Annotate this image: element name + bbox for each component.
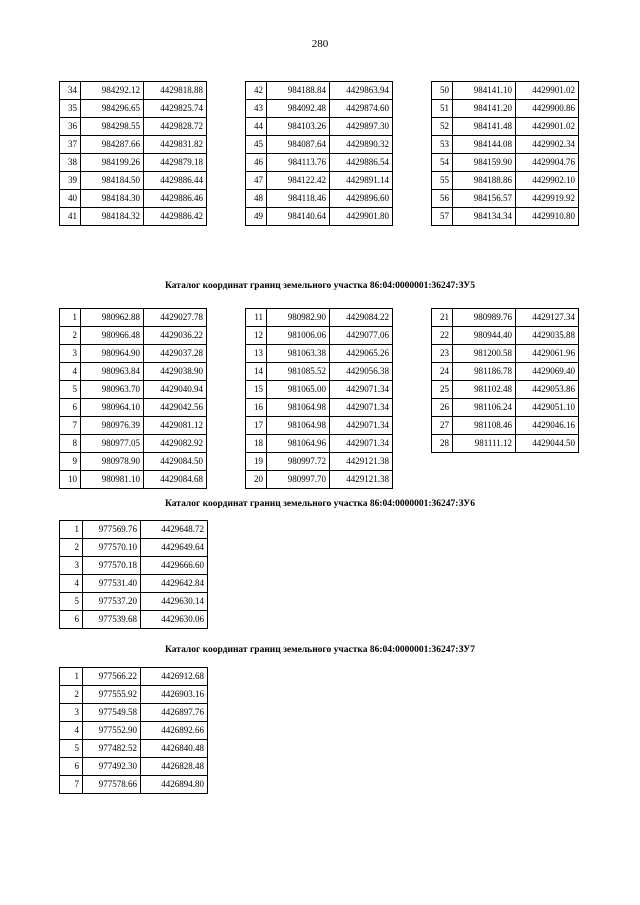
point-number-cell: 35 — [60, 100, 81, 118]
table-row — [432, 82, 579, 100]
y-coordinate-cell: 4429901.02 — [516, 82, 579, 100]
x-coordinate-cell: 977549.58 — [83, 704, 141, 722]
x-coordinate-cell: 981064.98 — [267, 417, 330, 435]
point-number-cell: 53 — [432, 136, 453, 154]
coord-table — [245, 308, 393, 489]
point-number-cell: 34 — [60, 82, 81, 100]
coord-table — [59, 81, 207, 226]
table-row — [246, 118, 393, 136]
table-row — [432, 208, 579, 226]
point-number-cell: 15 — [246, 381, 267, 399]
point-number-cell: 37 — [60, 136, 81, 154]
coord-table — [59, 667, 208, 794]
x-coordinate-cell: 984122.42 — [267, 172, 330, 190]
y-coordinate-cell: 4426828.48 — [141, 758, 208, 776]
y-coordinate-cell: 4429886.42 — [144, 208, 207, 226]
point-number-cell: 8 — [60, 435, 81, 453]
point-number-cell: 50 — [432, 82, 453, 100]
x-coordinate-cell: 980976.39 — [81, 417, 144, 435]
coord-table — [431, 81, 579, 226]
table-row — [432, 327, 579, 345]
x-coordinate-cell: 980997.72 — [267, 453, 330, 471]
x-coordinate-cell: 984287.66 — [81, 136, 144, 154]
y-coordinate-cell: 4429901.02 — [516, 118, 579, 136]
y-coordinate-cell: 4429044.50 — [516, 435, 579, 453]
table-row — [246, 154, 393, 172]
y-coordinate-cell: 4429886.44 — [144, 172, 207, 190]
point-number-cell: 27 — [432, 417, 453, 435]
y-coordinate-cell: 4429036.22 — [144, 327, 207, 345]
y-coordinate-cell: 4429081.12 — [144, 417, 207, 435]
point-number-cell: 25 — [432, 381, 453, 399]
x-coordinate-cell: 977482.52 — [83, 740, 141, 758]
x-coordinate-cell: 984092.48 — [267, 100, 330, 118]
table-row — [432, 381, 579, 399]
y-coordinate-cell: 4429077.06 — [330, 327, 393, 345]
point-number-cell: 22 — [432, 327, 453, 345]
table-row — [432, 100, 579, 118]
table-row — [60, 309, 207, 327]
table-row — [60, 593, 208, 611]
point-number-cell: 19 — [246, 453, 267, 471]
table-row — [246, 309, 393, 327]
y-coordinate-cell: 4426892.66 — [141, 722, 208, 740]
point-number-cell: 9 — [60, 453, 81, 471]
x-coordinate-cell: 981006.06 — [267, 327, 330, 345]
point-number-cell: 24 — [432, 363, 453, 381]
x-coordinate-cell: 981065.00 — [267, 381, 330, 399]
y-coordinate-cell: 4426903.16 — [141, 686, 208, 704]
point-number-cell: 38 — [60, 154, 81, 172]
table-row — [60, 363, 207, 381]
y-coordinate-cell: 4429035.88 — [516, 327, 579, 345]
x-coordinate-cell: 984188.86 — [453, 172, 516, 190]
x-coordinate-cell: 980989.76 — [453, 309, 516, 327]
table-row — [432, 435, 579, 453]
table-row — [246, 363, 393, 381]
y-coordinate-cell: 4429027.78 — [144, 309, 207, 327]
x-coordinate-cell: 977566.22 — [83, 668, 141, 686]
y-coordinate-cell: 4429630.14 — [141, 593, 208, 611]
table-row — [60, 172, 207, 190]
y-coordinate-cell: 4429071.34 — [330, 399, 393, 417]
table-row — [246, 208, 393, 226]
point-number-cell: 46 — [246, 154, 267, 172]
y-coordinate-cell: 4429900.86 — [516, 100, 579, 118]
point-number-cell: 4 — [60, 575, 83, 593]
x-coordinate-cell: 981111.12 — [453, 435, 516, 453]
table-row — [246, 345, 393, 363]
x-coordinate-cell: 980962.88 — [81, 309, 144, 327]
table-row — [60, 327, 207, 345]
y-coordinate-cell: 4429071.34 — [330, 417, 393, 435]
y-coordinate-cell: 4429071.34 — [330, 381, 393, 399]
coord-table — [431, 308, 579, 453]
x-coordinate-cell: 980963.84 — [81, 363, 144, 381]
table-row — [432, 172, 579, 190]
table-row — [60, 435, 207, 453]
y-coordinate-cell: 4426894.80 — [141, 776, 208, 794]
x-coordinate-cell: 977531.40 — [83, 575, 141, 593]
point-number-cell: 7 — [60, 417, 81, 435]
y-coordinate-cell: 4426840.48 — [141, 740, 208, 758]
x-coordinate-cell: 977552.90 — [83, 722, 141, 740]
x-coordinate-cell: 981102.48 — [453, 381, 516, 399]
table-row — [432, 118, 579, 136]
y-coordinate-cell: 4429037.28 — [144, 345, 207, 363]
y-coordinate-cell: 4429084.50 — [144, 453, 207, 471]
y-coordinate-cell: 4426897.76 — [141, 704, 208, 722]
point-number-cell: 2 — [60, 686, 83, 704]
x-coordinate-cell: 977539.68 — [83, 611, 141, 629]
point-number-cell: 6 — [60, 611, 83, 629]
table-row — [60, 417, 207, 435]
table-row — [246, 435, 393, 453]
y-coordinate-cell: 4429071.34 — [330, 435, 393, 453]
table-row — [246, 417, 393, 435]
x-coordinate-cell: 984141.48 — [453, 118, 516, 136]
y-coordinate-cell: 4429863.94 — [330, 82, 393, 100]
point-number-cell: 44 — [246, 118, 267, 136]
x-coordinate-cell: 981106.24 — [453, 399, 516, 417]
table-row — [246, 327, 393, 345]
table-row — [432, 154, 579, 172]
x-coordinate-cell: 981200.58 — [453, 345, 516, 363]
table-row — [60, 381, 207, 399]
point-number-cell: 49 — [246, 208, 267, 226]
y-coordinate-cell: 4429084.68 — [144, 471, 207, 489]
x-coordinate-cell: 984199.26 — [81, 154, 144, 172]
table-row — [246, 172, 393, 190]
x-coordinate-cell: 984159.90 — [453, 154, 516, 172]
x-coordinate-cell: 984156.57 — [453, 190, 516, 208]
table-row — [246, 82, 393, 100]
x-coordinate-cell: 980966.48 — [81, 327, 144, 345]
point-number-cell: 14 — [246, 363, 267, 381]
x-coordinate-cell: 980964.90 — [81, 345, 144, 363]
point-number-cell: 5 — [60, 381, 81, 399]
y-coordinate-cell: 4429069.40 — [516, 363, 579, 381]
point-number-cell: 21 — [432, 309, 453, 327]
y-coordinate-cell: 4429897.30 — [330, 118, 393, 136]
y-coordinate-cell: 4429121.38 — [330, 453, 393, 471]
point-number-cell: 54 — [432, 154, 453, 172]
y-coordinate-cell: 4429630.06 — [141, 611, 208, 629]
x-coordinate-cell: 980982.90 — [267, 309, 330, 327]
point-number-cell: 43 — [246, 100, 267, 118]
x-coordinate-cell: 981108.46 — [453, 417, 516, 435]
x-coordinate-cell: 984144.08 — [453, 136, 516, 154]
y-coordinate-cell: 4429890.32 — [330, 136, 393, 154]
x-coordinate-cell: 984292.12 — [81, 82, 144, 100]
point-number-cell: 4 — [60, 363, 81, 381]
x-coordinate-cell: 981063.38 — [267, 345, 330, 363]
table-row — [60, 345, 207, 363]
x-coordinate-cell: 984118.46 — [267, 190, 330, 208]
point-number-cell: 41 — [60, 208, 81, 226]
coord-table — [59, 308, 207, 489]
x-coordinate-cell: 984140.64 — [267, 208, 330, 226]
x-coordinate-cell: 980978.90 — [81, 453, 144, 471]
table-row — [246, 190, 393, 208]
point-number-cell: 45 — [246, 136, 267, 154]
point-number-cell: 6 — [60, 758, 83, 776]
y-coordinate-cell: 4429886.46 — [144, 190, 207, 208]
x-coordinate-cell: 984184.50 — [81, 172, 144, 190]
point-number-cell: 36 — [60, 118, 81, 136]
point-number-cell: 12 — [246, 327, 267, 345]
x-coordinate-cell: 984296.65 — [81, 100, 144, 118]
y-coordinate-cell: 4429874.60 — [330, 100, 393, 118]
x-coordinate-cell: 984134.34 — [453, 208, 516, 226]
table-row — [60, 539, 208, 557]
table-row — [246, 100, 393, 118]
point-number-cell: 1 — [60, 521, 83, 539]
table-row — [60, 399, 207, 417]
point-number-cell: 5 — [60, 593, 83, 611]
table-row — [60, 100, 207, 118]
table-row — [60, 611, 208, 629]
table-row — [246, 399, 393, 417]
x-coordinate-cell: 977537.20 — [83, 593, 141, 611]
y-coordinate-cell: 4429051.10 — [516, 399, 579, 417]
table-row — [60, 136, 207, 154]
point-number-cell: 6 — [60, 399, 81, 417]
table-row — [432, 363, 579, 381]
point-number-cell: 18 — [246, 435, 267, 453]
y-coordinate-cell: 4429082.92 — [144, 435, 207, 453]
table-row — [246, 453, 393, 471]
point-number-cell: 28 — [432, 435, 453, 453]
y-coordinate-cell: 4429053.86 — [516, 381, 579, 399]
x-coordinate-cell: 984103.26 — [267, 118, 330, 136]
x-coordinate-cell: 977569.76 — [83, 521, 141, 539]
point-number-cell: 4 — [60, 722, 83, 740]
point-number-cell: 55 — [432, 172, 453, 190]
x-coordinate-cell: 984141.10 — [453, 82, 516, 100]
y-coordinate-cell: 4429910.80 — [516, 208, 579, 226]
y-coordinate-cell: 4429042.56 — [144, 399, 207, 417]
y-coordinate-cell: 4429040.94 — [144, 381, 207, 399]
coord-table — [245, 81, 393, 226]
point-number-cell: 2 — [60, 327, 81, 345]
y-coordinate-cell: 4429648.72 — [141, 521, 208, 539]
point-number-cell: 11 — [246, 309, 267, 327]
x-coordinate-cell: 984087.64 — [267, 136, 330, 154]
table-row — [60, 471, 207, 489]
table-row — [246, 471, 393, 489]
point-number-cell: 13 — [246, 345, 267, 363]
y-coordinate-cell: 4429879.18 — [144, 154, 207, 172]
x-coordinate-cell: 984298.55 — [81, 118, 144, 136]
table-row — [60, 453, 207, 471]
point-number-cell: 40 — [60, 190, 81, 208]
x-coordinate-cell: 984188.84 — [267, 82, 330, 100]
x-coordinate-cell: 981085.52 — [267, 363, 330, 381]
point-number-cell: 3 — [60, 345, 81, 363]
point-number-cell: 26 — [432, 399, 453, 417]
table-row — [60, 722, 208, 740]
table-row — [60, 575, 208, 593]
x-coordinate-cell: 984113.76 — [267, 154, 330, 172]
x-coordinate-cell: 980963.70 — [81, 381, 144, 399]
x-coordinate-cell: 977570.10 — [83, 539, 141, 557]
point-number-cell: 16 — [246, 399, 267, 417]
point-number-cell: 23 — [432, 345, 453, 363]
point-number-cell: 1 — [60, 668, 83, 686]
x-coordinate-cell: 980977.05 — [81, 435, 144, 453]
y-coordinate-cell: 4429902.34 — [516, 136, 579, 154]
table-row — [60, 521, 208, 539]
point-number-cell: 48 — [246, 190, 267, 208]
y-coordinate-cell: 4429056.38 — [330, 363, 393, 381]
point-number-cell: 1 — [60, 309, 81, 327]
point-number-cell: 39 — [60, 172, 81, 190]
y-coordinate-cell: 4429818.88 — [144, 82, 207, 100]
point-number-cell: 3 — [60, 557, 83, 575]
point-number-cell: 2 — [60, 539, 83, 557]
catalog-title-zu5: Каталог координат границ земельного участка 86:04:0000001:36247:ЗУ5 — [165, 281, 475, 291]
x-coordinate-cell: 977555.92 — [83, 686, 141, 704]
point-number-cell: 5 — [60, 740, 83, 758]
x-coordinate-cell: 980944.40 — [453, 327, 516, 345]
x-coordinate-cell: 984141.20 — [453, 100, 516, 118]
catalog-title-zu7: Каталог координат границ земельного участка 86:04:0000001:36247:ЗУ7 — [165, 645, 475, 655]
y-coordinate-cell: 4429919.92 — [516, 190, 579, 208]
table-row — [60, 704, 208, 722]
table-row — [246, 381, 393, 399]
y-coordinate-cell: 4429901.80 — [330, 208, 393, 226]
table-row — [432, 309, 579, 327]
table-row — [60, 557, 208, 575]
y-coordinate-cell: 4426912.68 — [141, 668, 208, 686]
point-number-cell: 42 — [246, 82, 267, 100]
y-coordinate-cell: 4429902.10 — [516, 172, 579, 190]
table-row — [432, 399, 579, 417]
table-row — [60, 82, 207, 100]
point-number-cell: 57 — [432, 208, 453, 226]
table-row — [432, 345, 579, 363]
x-coordinate-cell: 981064.98 — [267, 399, 330, 417]
x-coordinate-cell: 984184.30 — [81, 190, 144, 208]
x-coordinate-cell: 980997.70 — [267, 471, 330, 489]
table-row — [432, 190, 579, 208]
point-number-cell: 3 — [60, 704, 83, 722]
page-number: 280 — [311, 38, 329, 50]
x-coordinate-cell: 977570.18 — [83, 557, 141, 575]
x-coordinate-cell: 984184.32 — [81, 208, 144, 226]
table-row — [60, 758, 208, 776]
y-coordinate-cell: 4429127.34 — [516, 309, 579, 327]
point-number-cell: 20 — [246, 471, 267, 489]
y-coordinate-cell: 4429642.84 — [141, 575, 208, 593]
table-row — [60, 668, 208, 686]
y-coordinate-cell: 4429046.16 — [516, 417, 579, 435]
table-row — [60, 190, 207, 208]
point-number-cell: 17 — [246, 417, 267, 435]
table-row — [60, 776, 208, 794]
x-coordinate-cell: 977578.66 — [83, 776, 141, 794]
y-coordinate-cell: 4429666.60 — [141, 557, 208, 575]
y-coordinate-cell: 4429891.14 — [330, 172, 393, 190]
point-number-cell: 51 — [432, 100, 453, 118]
y-coordinate-cell: 4429121.38 — [330, 471, 393, 489]
table-row — [60, 118, 207, 136]
y-coordinate-cell: 4429828.72 — [144, 118, 207, 136]
table-row — [432, 136, 579, 154]
table-row — [60, 740, 208, 758]
table-row — [432, 417, 579, 435]
x-coordinate-cell: 981186.78 — [453, 363, 516, 381]
coord-table — [59, 520, 208, 629]
y-coordinate-cell: 4429904.76 — [516, 154, 579, 172]
x-coordinate-cell: 981064.96 — [267, 435, 330, 453]
point-number-cell: 7 — [60, 776, 83, 794]
x-coordinate-cell: 980981.10 — [81, 471, 144, 489]
y-coordinate-cell: 4429065.26 — [330, 345, 393, 363]
y-coordinate-cell: 4429896.60 — [330, 190, 393, 208]
y-coordinate-cell: 4429084.22 — [330, 309, 393, 327]
point-number-cell: 47 — [246, 172, 267, 190]
y-coordinate-cell: 4429886.54 — [330, 154, 393, 172]
point-number-cell: 10 — [60, 471, 81, 489]
x-coordinate-cell: 977492.30 — [83, 758, 141, 776]
table-row — [246, 136, 393, 154]
x-coordinate-cell: 980964.10 — [81, 399, 144, 417]
table-row — [60, 154, 207, 172]
y-coordinate-cell: 4429825.74 — [144, 100, 207, 118]
y-coordinate-cell: 4429649.64 — [141, 539, 208, 557]
point-number-cell: 56 — [432, 190, 453, 208]
table-row — [60, 686, 208, 704]
catalog-title-zu6: Каталог координат границ земельного участка 86:04:0000001:36247:ЗУ6 — [165, 499, 475, 509]
y-coordinate-cell: 4429831.82 — [144, 136, 207, 154]
y-coordinate-cell: 4429038.90 — [144, 363, 207, 381]
y-coordinate-cell: 4429061.96 — [516, 345, 579, 363]
point-number-cell: 52 — [432, 118, 453, 136]
table-row — [60, 208, 207, 226]
